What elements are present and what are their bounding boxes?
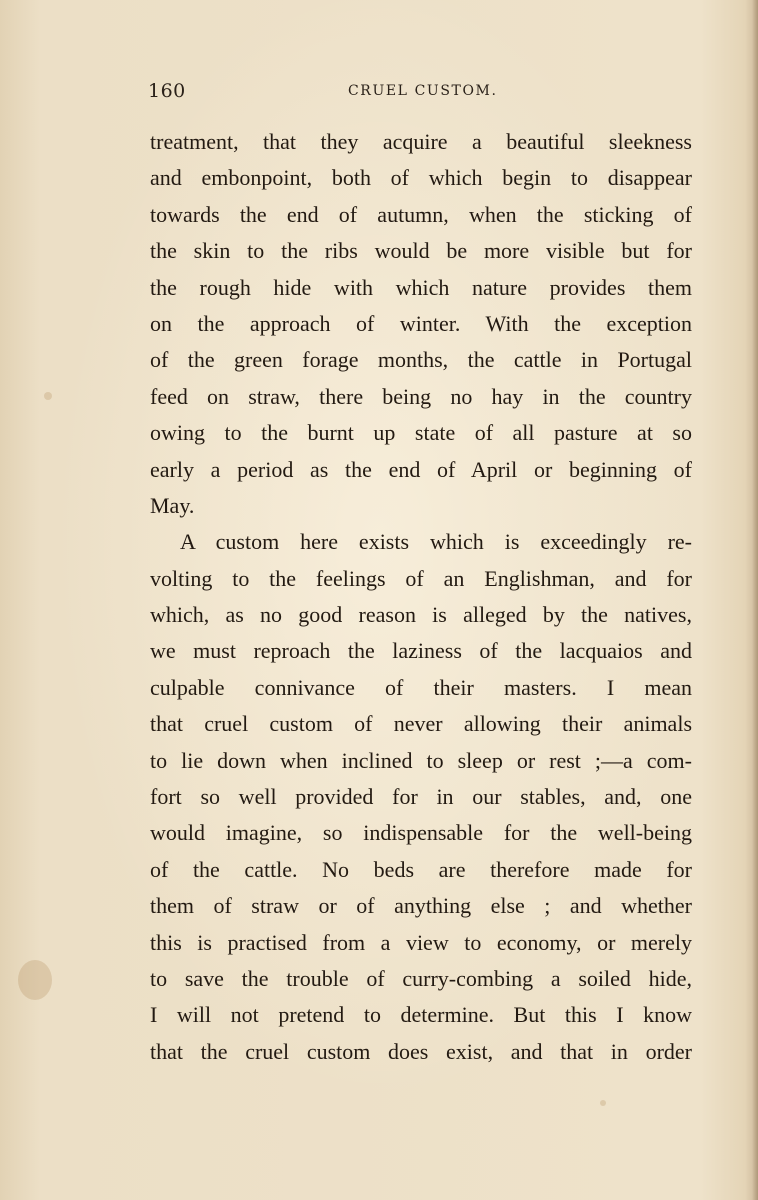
text-line: to lie down when inclined to sleep or rest ;—a com- [150,747,692,773]
text-line: early a period as the end of April or beginning of [150,456,692,482]
text-line: of the cattle. No beds are therefore made for [150,856,692,882]
paper-stain [44,392,52,400]
page-header [148,80,692,106]
text-line: and embonpoint, both of which begin to disappear [150,165,692,191]
text-line: towards the end of autumn, when the sticking of [150,201,692,227]
running-head: CRUEL CUSTOM. [348,83,498,99]
page-edge-shadow [752,0,758,1200]
text-line: on the approach of winter. With the exception [150,310,692,336]
text-line: fort so well provided for in our stables, and, one [150,784,692,810]
text-line: this is practised from a view to economy, or merely [150,929,692,955]
paper-stain [18,960,52,1000]
text-line: which, as no good reason is alleged by the natives, [150,602,692,628]
paragraph-end-line: May. [150,492,195,518]
text-line: would imagine, so indispensable for the well-being [150,820,692,846]
text-line: treatment, that they acquire a beautiful sleekness [150,129,692,154]
text-line: of the green forage months, the cattle in Portugal [150,347,692,373]
body-text [150,124,692,1070]
text-line: that the cruel custom does exist, and that in order [150,1038,692,1064]
text-line: them of straw or of anything else ; and whether [150,893,692,919]
text-line: to save the trouble of curry-combing a soiled hide, [150,965,692,991]
text-line: we must reproach the laziness of the lacquaios and [150,638,692,664]
text-line: the skin to the ribs would be more visible but for [150,238,692,264]
paper-stain [600,1100,606,1106]
text-line: owing to the burnt up state of all pasture at so [150,420,692,446]
text-line: culpable connivance of their masters. I mean [150,674,692,700]
text-line: feed on straw, there being no hay in the country [150,383,692,409]
text-line: that cruel custom of never allowing their animals [150,711,692,737]
paragraph-start-line: A custom here exists which is exceedingly re- [180,529,692,555]
text-line: I will not pretend to determine. But this I know [150,1002,692,1028]
page-number: 160 [148,80,186,102]
text-line: volting to the feelings of an Englishman, and for [150,565,692,591]
text-line: the rough hide with which nature provides them [150,274,692,300]
